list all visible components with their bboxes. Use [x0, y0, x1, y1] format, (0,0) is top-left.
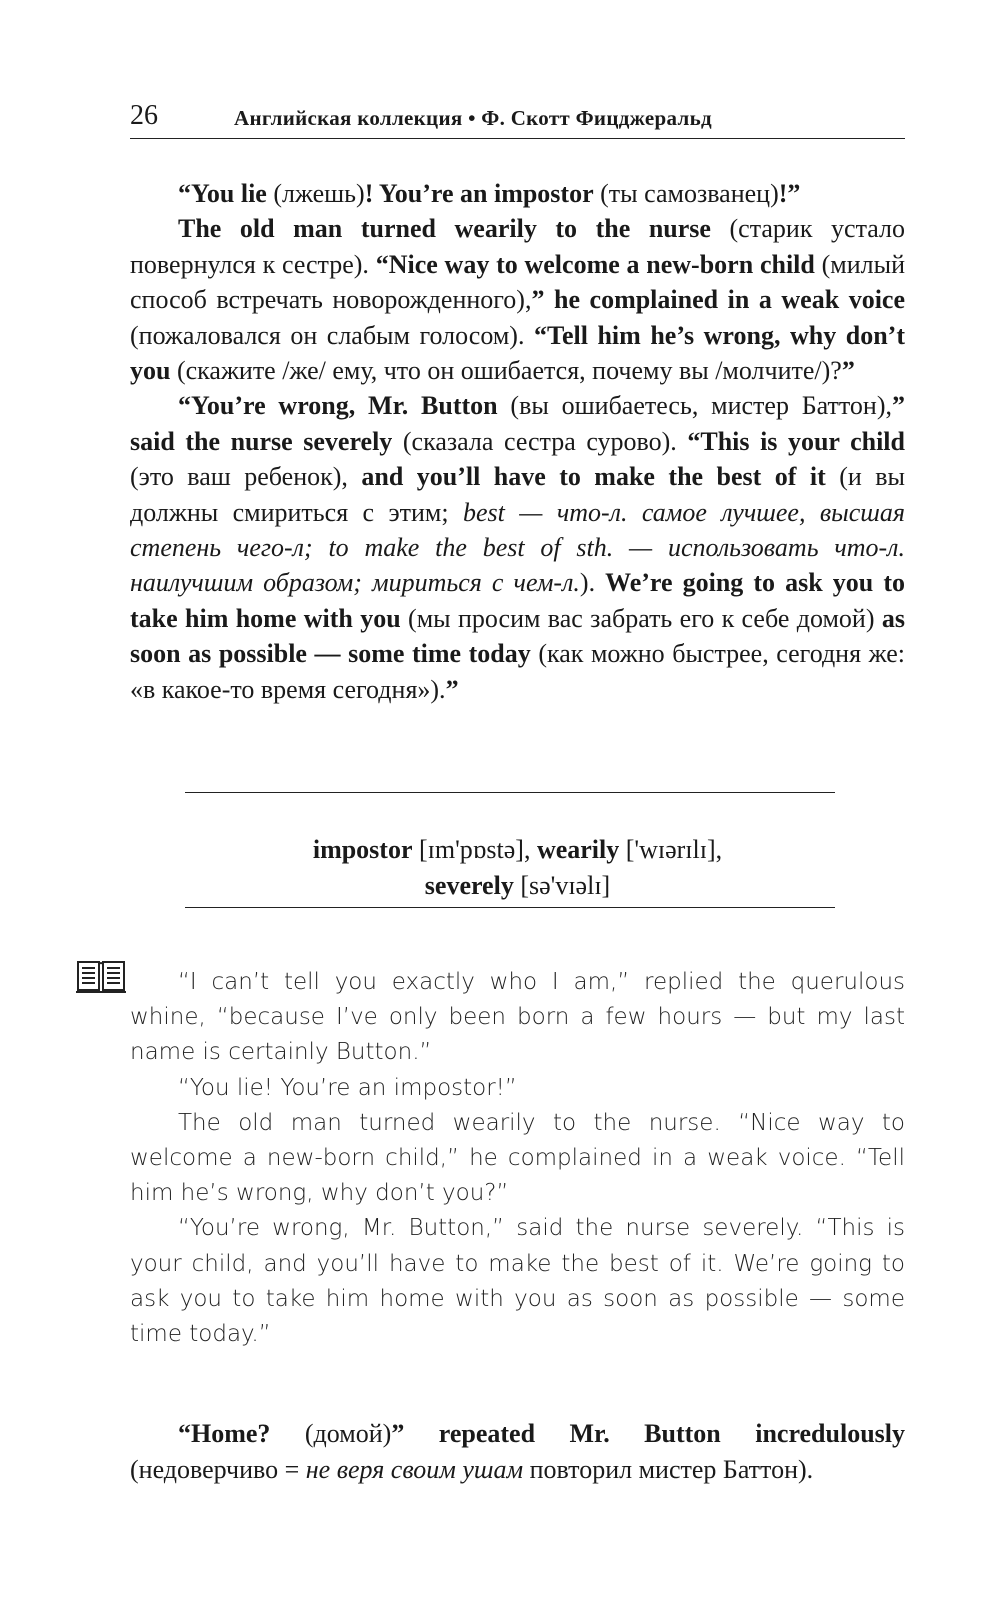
russian-gloss: (недоверчиво =: [130, 1455, 306, 1484]
original-paragraph-3: The old man turned wearily to the nurse. “Nice way to welcome a new-born child,” he complained in a weak voice. “Tell him he’s wrong, why don’t you?”: [130, 1109, 905, 1207]
vocab-line-2: [130, 868, 905, 904]
russian-gloss: ).: [579, 568, 606, 598]
english-phrase: ” repeated Mr. Button incredulously: [391, 1419, 905, 1448]
vocabulary-box: [130, 832, 905, 904]
english-phrase: “Tell him he’s wrong, why don’t you: [130, 320, 905, 386]
vocab-top-divider: [185, 792, 835, 793]
english-phrase: ! You’re an impostor: [364, 179, 594, 208]
original-paragraph-1: “I can’t tell you exactly who I am,” replied the querulous whine, “because I’ve only been born a few hours — but my last name is certainly Button.”: [130, 969, 905, 1066]
vocab-transcription: [ɪm'pɒstə],: [412, 835, 537, 864]
vocab-transcription: ['wɪərɪlɪ],: [619, 835, 723, 864]
russian-gloss: (домой): [270, 1419, 392, 1448]
glossed-text-continued: [130, 1416, 905, 1488]
english-phrase: “Home?: [178, 1419, 271, 1448]
english-phrase: ”: [841, 356, 855, 386]
russian-gloss: (пожаловался он слабым голосом).: [130, 320, 534, 350]
glossed-paragraph-2: [130, 211, 905, 388]
vocab-transcription: [sə'vɪəlɪ]: [513, 871, 611, 900]
running-title: Английская коллекция • Ф. Скотт Фицджеральд: [234, 106, 712, 130]
russian-gloss: повторил мистер Баттон).: [523, 1455, 814, 1484]
english-phrase: and you’ll have to make the best of it: [361, 462, 826, 492]
english-phrase: We’re going to ask you to take him home with you: [130, 568, 905, 633]
english-phrase: ” he complained in a weak voice: [531, 285, 905, 315]
original-text: [130, 965, 905, 1352]
english-phrase: as soon as possible — some time today: [130, 603, 905, 669]
page-header: [130, 98, 905, 139]
russian-gloss: (это ваш ребенок),: [130, 462, 362, 492]
dictionary-note: не веря своим ушам: [305, 1455, 524, 1484]
russian-gloss: (старик устало повернулся к сестре).: [130, 214, 905, 279]
vocab-line-1: [130, 832, 905, 868]
russian-gloss: (лжешь): [266, 179, 365, 208]
dictionary-note: best — что-л. самое лучшее, высшая степень чего-л; to make the best of sth. — использовать что-л. наилучшим образом; мириться с чем-л.: [130, 497, 905, 598]
vocab-word: severely: [424, 871, 514, 900]
english-phrase: “Nice way to welcome a new-born child: [375, 249, 815, 279]
original-paragraph-2: “You lie! You’re an impostor!”: [178, 1074, 517, 1101]
glossed-paragraph-3: [130, 388, 905, 707]
vocab-bottom-divider: [185, 907, 835, 908]
russian-gloss: (как можно быстрее, сегодня же: «в какое-то время сегодня»).: [130, 639, 905, 704]
russian-gloss: (ты самозванец): [593, 179, 779, 208]
page-number: 26: [130, 100, 158, 131]
russian-gloss: (сказала сестра сурово).: [392, 426, 688, 456]
english-phrase: ” said the nurse severely: [130, 391, 906, 456]
russian-gloss: (мы просим вас забрать его к себе домой): [400, 603, 882, 633]
glossed-text: [130, 176, 905, 707]
english-phrase: ”: [445, 674, 459, 704]
russian-gloss: (и вы должны смириться с этим;: [130, 462, 905, 527]
vocab-word: impostor: [312, 835, 413, 864]
english-phrase: “This is your child: [687, 426, 905, 456]
english-phrase: The old man turned wearily to the nurse: [178, 214, 711, 244]
russian-gloss: (скажите /же/ ему, что он ошибается, почему вы /молчите/)?: [170, 356, 842, 386]
open-book-icon: [74, 958, 128, 994]
russian-gloss: (вы ошибаетесь, мистер Баттон),: [497, 391, 893, 421]
english-phrase: “You’re wrong, Mr. Button: [178, 391, 498, 421]
glossed-paragraph-4: [130, 1416, 905, 1488]
glossed-paragraph-1: [130, 176, 905, 211]
english-phrase: !”: [778, 179, 801, 208]
original-paragraph-4: “You’re wrong, Mr. Button,” said the nurse severely. “This is your child, and you’ll have to make the best of it. We’re going to ask you to take him home with you as soon as possible — some time today.”: [130, 1215, 905, 1348]
english-phrase: “You lie: [178, 179, 267, 208]
russian-gloss: (милый способ встречать новорожденного),: [130, 249, 905, 315]
vocab-word: wearily: [536, 835, 620, 864]
